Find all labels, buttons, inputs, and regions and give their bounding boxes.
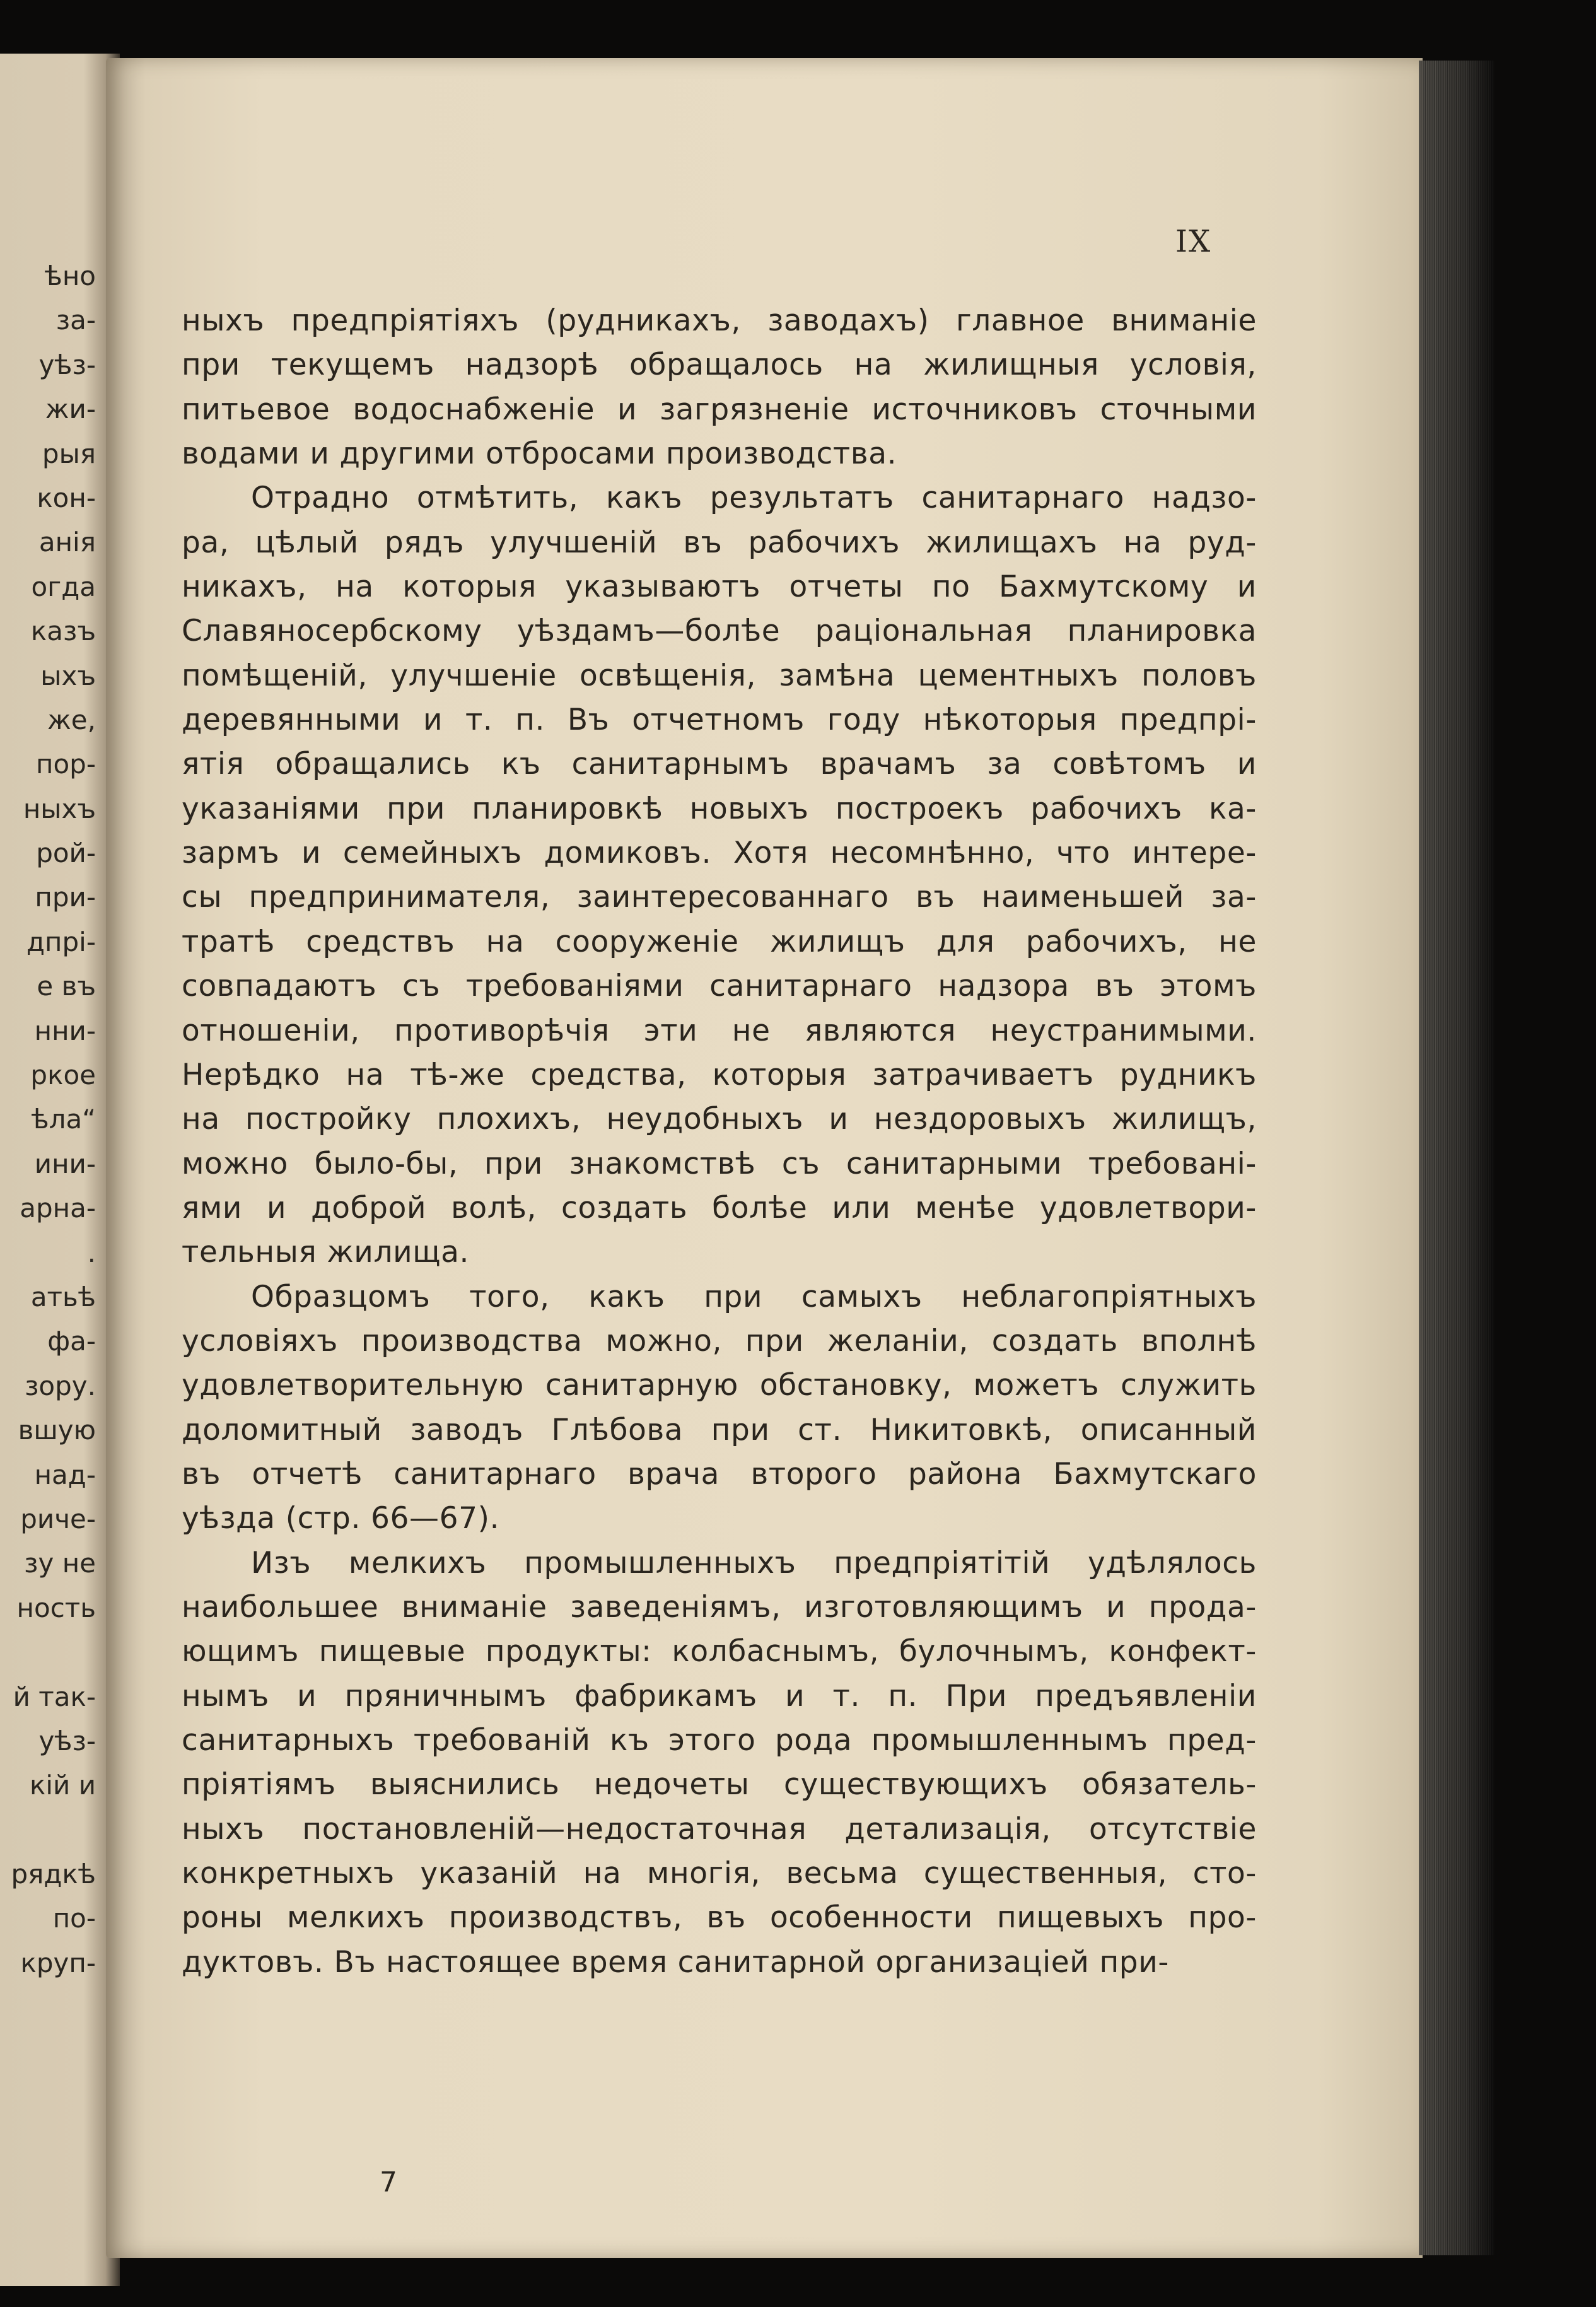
text-line: питьевое водоснабженіе и загрязненіе источниковъ сточными: [182, 392, 1257, 427]
text-line: помѣщеній, улучшеніе освѣщенія, замѣна цементныхъ половъ: [182, 658, 1257, 693]
text-line: при текущемъ надзорѣ обращалось на жилищныя условія,: [182, 348, 1257, 383]
text-line: указаніями при планировкѣ новыхъ построекъ рабочихъ ка-: [182, 791, 1257, 826]
text-line: отношеніи, противорѣчія эти не являются неустранимыми.: [182, 1013, 1257, 1048]
text-line: ятія обращались къ санитарнымъ врачамъ за совѣтомъ и: [182, 747, 1257, 782]
previous-page-line: атьѣ: [30, 1281, 96, 1312]
footer-mark: 7: [380, 2166, 397, 2199]
text-line: конкретныхъ указаній на многія, весьма существенныя, сто-: [182, 1856, 1257, 1891]
previous-page-line: зору.: [25, 1370, 96, 1401]
previous-page-line: за-: [55, 305, 96, 336]
text-line: ющимъ пищевые продукты: колбаснымъ, булочнымъ, конфект-: [182, 1634, 1257, 1669]
previous-page-line: над-: [34, 1459, 96, 1490]
previous-page-line: [0, 1808, 96, 1852]
text-line: уѣзда (стр. 66—67).: [182, 1501, 500, 1536]
previous-page-edge: [0, 54, 120, 2286]
text-line: деревянными и т. п. Въ отчетномъ году нѣкоторыя предпрі-: [182, 703, 1257, 738]
text-line: сы предпринимателя, заинтересованнаго въ наименьшей за-: [182, 880, 1257, 915]
text-line: зармъ и семейныхъ домиковъ. Хотя несомнѣнно, что интере-: [182, 836, 1257, 871]
previous-page-line: ѣла“: [31, 1104, 96, 1135]
previous-page-line: ѣно: [44, 260, 96, 291]
text-line: тельныя жилища.: [182, 1235, 470, 1270]
previous-page-line: фа-: [47, 1326, 96, 1357]
previous-page-line: ркое: [30, 1060, 96, 1091]
text-line: водами и другими отбросами производства.: [182, 436, 897, 472]
previous-page-line: огда: [31, 571, 96, 602]
text-line: можно было-бы, при знакомствѣ съ санитарными требовані-: [182, 1146, 1257, 1181]
previous-page-line: ини-: [34, 1148, 96, 1179]
text-line: Изъ мелкихъ промышленныхъ предпріятітій удѣлялось: [251, 1545, 1257, 1580]
text-line: никахъ, на которыя указываютъ отчеты по Бахмутскому и: [182, 569, 1257, 605]
page-number: IX: [1175, 224, 1212, 259]
previous-page-line: арна-: [20, 1193, 96, 1224]
text-line: въ отчетѣ санитарнаго врача второго района Бахмутскаго: [182, 1456, 1257, 1492]
previous-page-line: риче-: [20, 1503, 96, 1534]
previous-page-line: вшую: [18, 1415, 96, 1446]
previous-page-line: уѣз-: [38, 349, 96, 380]
previous-page-line: кій и: [30, 1770, 96, 1801]
text-line: дуктовъ. Въ настоящее время санитарной организаціей при-: [182, 1944, 1169, 1980]
text-line: Отрадно отмѣтить, какъ результатъ санитарнаго надзо-: [251, 481, 1257, 516]
previous-page-line: рядкѣ: [11, 1859, 96, 1890]
previous-page-line: .: [87, 1237, 96, 1268]
previous-page-line: кон-: [37, 482, 96, 513]
body-text: [182, 299, 1257, 1985]
text-line: условіяхъ производства можно, при желаніи, создать вполнѣ: [182, 1323, 1257, 1358]
text-line: санитарныхъ требованій къ этого рода промышленнымъ пред-: [182, 1723, 1257, 1758]
text-line: пріятіямъ выяснились недочеты существующихъ обязатель-: [182, 1767, 1257, 1802]
text-line: удовлетворительную санитарную обстановку, можетъ служить: [182, 1368, 1257, 1403]
text-line: ныхъ предпріятіяхъ (рудникахъ, заводахъ) главное вниманіе: [182, 303, 1257, 338]
text-line: Образцомъ того, какъ при самыхъ неблагопріятныхъ: [251, 1279, 1257, 1314]
previous-page-line: ныхъ: [23, 793, 96, 824]
previous-page-text: [0, 254, 96, 1985]
text-line: Славяносербскому уѣздамъ—болѣе раціональная планировка: [182, 614, 1257, 649]
previous-page-line: жи-: [45, 394, 96, 425]
previous-page-line: зу не: [24, 1548, 96, 1579]
text-line: ныхъ постановленій—недостаточная детализація, отсутствіе: [182, 1811, 1257, 1847]
text-line: на постройку плохихъ, неудобныхъ и нездоровыхъ жилищъ,: [182, 1102, 1257, 1137]
page-stack-shadow: [1419, 61, 1494, 2255]
previous-page-line: ыхъ: [40, 660, 96, 691]
previous-page-line: же,: [47, 704, 96, 735]
previous-page-line: рой-: [36, 838, 96, 869]
previous-page-line: ность: [16, 1592, 96, 1623]
text-line: роны мелкихъ производствъ, въ особенности пищевыхъ про-: [182, 1900, 1257, 1936]
text-line: совпадаютъ съ требованіями санитарнаго надзора въ этомъ: [182, 969, 1257, 1004]
text-line: нымъ и пряничнымъ фабрикамъ и т. п. При предъявленіи: [182, 1678, 1257, 1714]
previous-page-line: уѣз-: [38, 1725, 96, 1756]
previous-page-line: дпрі-: [26, 926, 96, 957]
previous-page-line: [0, 1630, 96, 1674]
previous-page-line: круп-: [20, 1947, 96, 1978]
previous-page-line: й так-: [13, 1681, 96, 1712]
previous-page-line: при-: [35, 882, 96, 913]
previous-page-line: по-: [52, 1903, 96, 1934]
previous-page-line: пор-: [36, 749, 96, 780]
previous-page-line: анія: [38, 527, 96, 558]
text-line: ра, цѣлый рядъ улучшеній въ рабочихъ жилищахъ на руд-: [182, 525, 1257, 560]
text-line: тратѣ средствъ на сооруженіе жилищъ для рабочихъ, не: [182, 924, 1257, 959]
text-line: наибольшее вниманіе заведеніямъ, изготовляющимъ и прода-: [182, 1589, 1257, 1625]
previous-page-line: рыя: [42, 438, 96, 469]
text-line: ями и доброй волѣ, создать болѣе или менѣе удовлетвори-: [182, 1190, 1257, 1225]
previous-page-line: нни-: [34, 1015, 96, 1046]
previous-page-line: е въ: [37, 971, 96, 1002]
text-line: доломитный заводъ Глѣбова при ст. Никитовкѣ, описанный: [182, 1412, 1257, 1447]
text-line: Нерѣдко на тѣ-же средства, которыя затрачиваетъ рудникъ: [182, 1057, 1257, 1092]
previous-page-line: казъ: [30, 616, 96, 647]
